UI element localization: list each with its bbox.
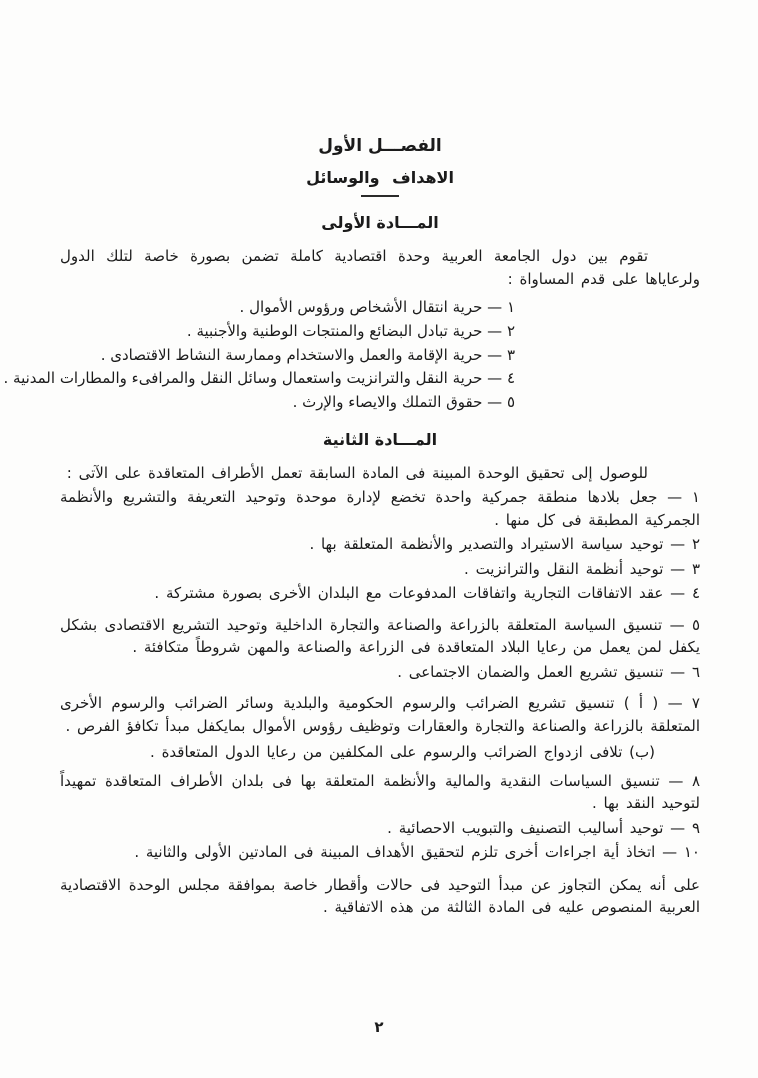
item-text: ( أ ) تنسيق تشريع الضرائب والرسوم الحكومية والبلدية وسائر الضرائب والرسوم الأخرى المتعلقة بالزراعة والصناعة والتجارة والعقارات وتوظيف رؤوس الأموال بمايكفل مبدأ تكافؤ الفرص . [60, 694, 700, 735]
list-item [60, 296, 515, 319]
item-text: جعل بلادها منطقة جمركية واحدة تخضع لإدارة موحدة وتوحيد التعريفة والتشريع والأنظمة الجمركية المطبقة فى كل منها . [60, 488, 700, 529]
article-1 [3, 213, 700, 414]
item-text: توحيد سياسة الاستيراد والتصدير والأنظمة المتعلقة بها . [309, 535, 664, 554]
item-number: ٦ — [670, 662, 700, 681]
item-number: ٢ — [487, 321, 515, 340]
item-number: ٤ — [670, 584, 700, 603]
item-text: حرية تبادل البضائع والمنتجات الوطنية والأجنبية . [186, 321, 483, 340]
sub-item-label: (ب) [629, 743, 655, 762]
closing-paragraph: على أنه يمكن التجاوز عن مبدأ التوحيد فى حالات وأقطار خاصة بموافقة مجلس الوحدة الاقتصادية العربية المنصوص عليه فى المادة الثالثة من هذه الاتفاقية . [60, 875, 700, 917]
list-item [60, 770, 700, 815]
item-number: ٥ — [487, 393, 515, 412]
item-text: تنسيق السياسات النقدية والمالية والأنظمة المتعلقة بها فى بلدان الأطراف المتعاقدة تمهيداً لتوحيد النقد بها . [60, 771, 700, 813]
item-number: ٢ — [670, 535, 700, 554]
item-number: ٤ — [487, 369, 515, 388]
page-footer [0, 1018, 758, 1036]
item-text: حرية الإقامة والعمل والاستخدام وممارسة النشاط الاقتصادى . [100, 345, 483, 364]
list-item [60, 558, 700, 581]
item-text: حرية انتقال الأشخاص ورؤوس الأموال . [239, 298, 483, 316]
list-item [60, 582, 700, 605]
list-item [60, 614, 700, 659]
item-number: ١ — [487, 298, 515, 316]
item-text: تنسيق السياسة المتعلقة بالزراعة والصناعة والتجارة الداخلية وتوحيد التشريع الاقتصادى بشكل يكفل لمن يعمل من رعايا البلاد المتعاقدة فى الزراعة والصناعة والمهن شروطاً متكافئة . [60, 615, 700, 657]
list-item [60, 391, 515, 414]
article-2-intro: للوصول إلى تحقيق الوحدة المبينة فى المادة السابقة تعمل الأطراف المتعاقدة على الآتى : [66, 463, 648, 482]
page-number: ٢ [374, 1018, 384, 1036]
item-text: حرية النقل والترانزيت واستعمال وسائل النقل والمرافىء والمطارات المدنية . [3, 369, 483, 388]
article-1-title: المـــادة الأولى [321, 213, 439, 232]
item-text: تنسيق تشريع العمل والضمان الاجتماعى . [397, 662, 664, 681]
list-item [60, 344, 515, 367]
item-text: توحيد أنظمة النقل والترانزيت . [464, 559, 664, 578]
item-number: ١ — [667, 488, 700, 507]
item-text: حقوق التملك والايصاء والإرث . [292, 393, 483, 412]
subtitle-divider [361, 195, 399, 197]
article-1-list [3, 296, 515, 414]
item-number: ٨ — [668, 771, 700, 790]
item-number: ٣ — [670, 559, 700, 578]
list-item [60, 320, 515, 343]
list-item [60, 661, 700, 684]
chapter-header [60, 136, 700, 197]
chapter-title: الفصـــل الأول [318, 136, 442, 156]
item-text: عقد الاتفاقات التجارية واتفاقات المدفوعات مع البلدان الأخرى بصورة مشتركة . [154, 584, 664, 603]
item-number: ٣ — [487, 345, 515, 364]
item-number: ١٠ — [662, 843, 700, 862]
list-item [60, 817, 700, 840]
chapter-subtitle: الاهداف والوسائل [306, 168, 454, 187]
item-number: ٥ — [669, 615, 701, 634]
sub-item-b [60, 741, 655, 764]
list-item [60, 692, 700, 737]
article-2 [60, 430, 700, 919]
article-1-intro: تقوم بين دول الجامعة العربية وحدة اقتصادية كاملة تضمن بصورة خاصة لتلك الدول ولرعاياها على قدم المساواة : [60, 247, 700, 288]
item-number: ٧ — [667, 694, 700, 713]
list-item [3, 367, 515, 390]
sub-item-text: تلافى ازدواج الضرائب والرسوم على المكلفين من رعايا الدول المتعاقدة . [150, 743, 623, 762]
list-item [60, 486, 700, 531]
list-item [60, 533, 700, 556]
list-item [60, 841, 700, 864]
item-text: اتخاذ أية اجراءات أخرى تلزم لتحقيق الأهداف المبينة فى المادتين الأولى والثانية . [134, 843, 656, 862]
article-2-title: المـــادة الثانية [322, 429, 438, 449]
item-text: توحيد أساليب التصنيف والتبويب الاحصائية . [387, 818, 664, 837]
item-number: ٩ — [670, 818, 700, 837]
